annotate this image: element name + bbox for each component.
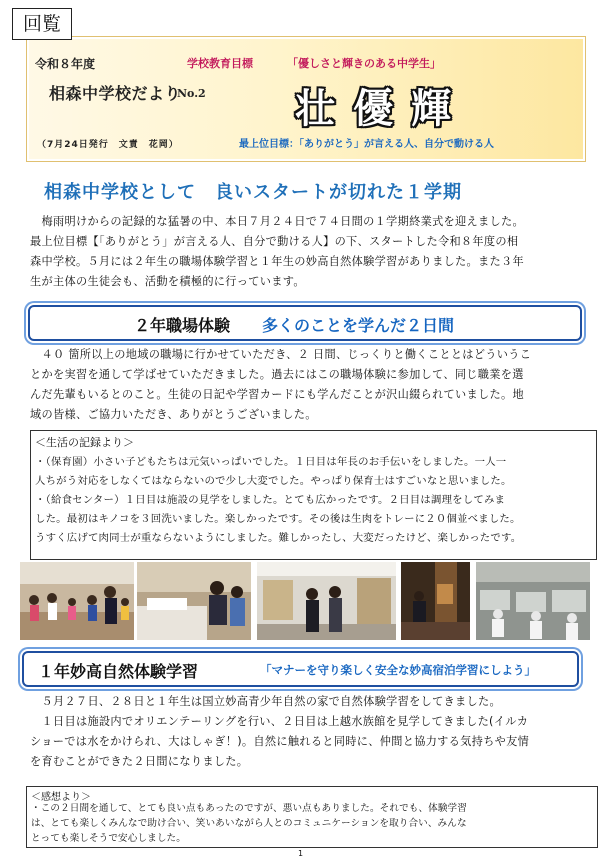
section-title: １年妙高自然体験学習 <box>38 662 199 681</box>
intro-paragraph <box>30 212 586 292</box>
intro-line: 森中学校。５月には２年生の職場体験学習と１年生の妙高自然体験学習がありました。また３年 <box>30 255 524 268</box>
workshop-photo <box>137 562 251 640</box>
body-line: ショーでは水をかけられ、大はしゃぎ！)。自然に触れると同時に、仲間と協力する気持ちや友情 <box>30 735 530 748</box>
circulation-stamp: 回覧 <box>12 8 72 40</box>
box-heading: ＜生活の記録より＞ <box>35 436 134 449</box>
life-record-box <box>30 430 597 560</box>
storage-photo <box>401 562 470 640</box>
nature-study-paragraph <box>30 692 586 772</box>
box-heading: ＜感想より＞ <box>31 792 91 803</box>
newsletter-name: 相森中学校だより <box>49 84 182 103</box>
intro-line: 最上位目標【「ありがとう」が言える人、自分で動ける人】の下、スタートした令和８年度の相 <box>30 235 519 248</box>
body-line: ５月２７日、２８日と１年生は国立妙高青少年自然の家で自然体験学習をしてきました。 <box>30 695 501 708</box>
page-number: 1 <box>298 849 304 858</box>
body-line: ４０ 箇所以上の地域の職場に行かせていただき、２ 日間、じっくりと働くこととはどういうこ <box>30 348 532 361</box>
box-line: した。最初はキノコを３回洗いました。楽しかったです。その後は生肉をトレーに２０個並べました。 <box>35 513 521 525</box>
issue-info: （7月24日発行 文責 花岡） <box>37 140 179 150</box>
nursery-photo <box>20 562 134 640</box>
body-line: んだ先輩もいるとのこと。生徒の日記や学習カードにも学んだことが沢山綴られていました。地 <box>30 388 524 401</box>
section-header-work-experience <box>28 305 582 341</box>
section-subtitle: 多くのことを学んだ２日間 <box>262 316 455 335</box>
body-line: を育むことができた２日間になりました。 <box>30 755 249 768</box>
goal-label: 学校教育目標 <box>187 57 253 70</box>
intro-line: 生が主体の生徒会も、活動を積極的に行っています。 <box>30 275 305 288</box>
work-experience-paragraph <box>30 345 586 425</box>
page-headline: 相森中学校として 良いスタートが切れた１学期 <box>44 182 462 203</box>
section-subtitle: 「マナーを守り楽しく安全な妙高宿泊学習にしよう」 <box>260 663 536 677</box>
body-line: 域の皆様、ご協力いただき、ありがとうございました。 <box>30 408 317 421</box>
section-title: ２年職場体験 <box>134 316 231 335</box>
section-header-nature-study <box>22 651 579 687</box>
masthead-title: 壮優輝 <box>295 85 469 132</box>
issue-number: No.2 <box>177 87 206 100</box>
newsletter-header <box>26 36 586 162</box>
box-line: ・この２日間を通して、とても良い点もあったのですが、悪い点もありました。それでも、体験学習 <box>31 803 467 814</box>
office-photo <box>257 562 396 640</box>
photo-strip <box>20 562 590 640</box>
impressions-box <box>26 786 598 848</box>
box-line: とっても楽しそうで安心しました。 <box>31 833 186 844</box>
body-line: とかを実習を通して学ばせていただきました。過去にはこの職場体験に参加して、同じ職業を選 <box>30 368 524 381</box>
box-line: うすく広げて肉同士が重ならないようにしました。難しかったし、大変だったけど、楽しかったです。 <box>35 532 522 544</box>
goal-text: 「優しさと輝きのある中学生」 <box>287 57 441 70</box>
body-line: １日目は施設内でオリエンテーリングを行い、２日目は上越水族館を見学してきました(イルカ <box>30 715 529 728</box>
school-year: 令和８年度 <box>35 57 96 71</box>
box-line: 人ちがう対応をしなくてはならないので少し大変でした。やっぱり保育士はすごいなと思いました。 <box>35 475 512 487</box>
box-line: は、とても楽しくみんなで助け合い、笑いあいながら人とのコミュニケーションを取り合い、みんな <box>31 818 467 829</box>
kitchen-photo <box>476 562 590 640</box>
top-goal: 最上位目標：「ありがとう」が言える人、自分で動ける人 <box>239 139 494 150</box>
box-line: ・（保育園）小さい子どもたちは元気いっぱいでした。１日目は年長のお手伝いをしました。一人一 <box>35 456 507 468</box>
box-line: ・（給食センター）１日目は施設の見学をしました。とても広かったです。２日目は調理をしてみま <box>35 494 506 506</box>
intro-line: 梅雨明けからの記録的な猛暑の中、本日７月２４日で７４日間の１学期終業式を迎えました。 <box>30 215 524 228</box>
